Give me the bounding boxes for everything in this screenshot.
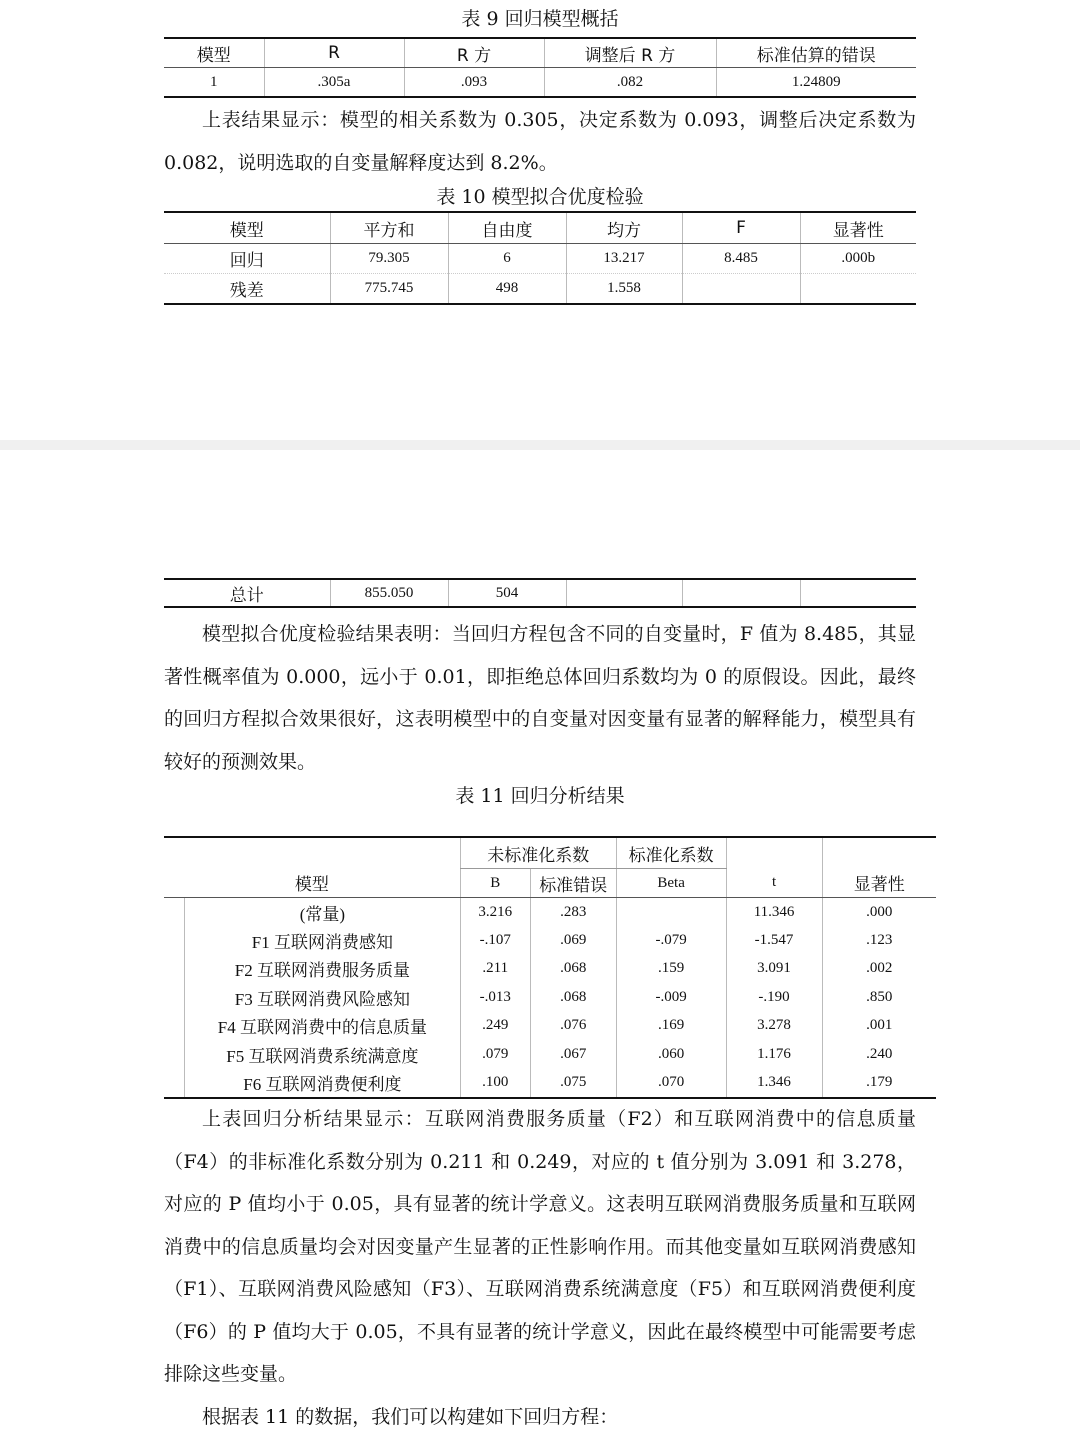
table-row: [164, 68, 916, 98]
table11-cell: [616, 898, 726, 927]
table11-cell: .169: [616, 1012, 726, 1040]
table11-cell: .069: [530, 926, 616, 954]
table11-row-label: F6 互联网消费便利度: [243, 1075, 402, 1095]
table11-cell: .283: [530, 898, 616, 927]
table11-row-label: F2 互联网消费服务质量: [234, 961, 410, 981]
table10-cell: [566, 579, 682, 607]
table11-row-label: F4 互联网消费中的信息质量: [217, 1018, 427, 1038]
table11-header-beta: Beta: [616, 869, 726, 898]
table10-cell: [682, 579, 800, 607]
table10-header-cell: 自由度: [448, 212, 566, 244]
table10-row-label: 残差: [229, 281, 264, 301]
table11-row-label: F1 互联网消费感知: [251, 933, 393, 953]
table-row: [164, 983, 936, 1011]
table10-cell: 1.558: [566, 274, 682, 305]
document-page-1: [0, 0, 1080, 440]
table10-caption: 表 10 模型拟合优度检验: [436, 186, 644, 208]
table11-group-unstandardized: 未标准化系数: [460, 837, 616, 869]
table9-header-cell: 调整后 R 方: [544, 38, 716, 68]
table11-header-b: B: [460, 869, 530, 898]
table9-cell: .093: [404, 68, 544, 98]
table11-row-label: (常量): [299, 904, 346, 924]
table11-cell: .123: [822, 926, 936, 954]
table-row: [164, 1012, 936, 1040]
table11-cell: 3.216: [460, 898, 530, 927]
table10-cell: [800, 579, 916, 607]
table10-continuation: [164, 578, 916, 608]
table11-cell: -1.547: [726, 926, 822, 954]
table10-cell: 855.050: [330, 579, 448, 607]
table11-row-label: F3 互联网消费风险感知: [234, 989, 410, 1009]
table10-cell: 504: [448, 579, 566, 607]
table11-cell: -.009: [616, 983, 726, 1011]
table9-header-row: [164, 38, 916, 68]
table11-cell: .002: [822, 955, 936, 983]
table10-header-cell: 模型: [164, 212, 330, 244]
table-row: [164, 955, 936, 983]
table11-cell: 3.278: [726, 1012, 822, 1040]
table9-header-cell: R 方: [404, 38, 544, 68]
paragraph-summary: 上表结果显示：模型的相关系数为 0.305，决定系数为 0.093，调整后决定系数为 0.082，说明选取的自变量解释度达到 8.2%。: [164, 109, 916, 174]
table10-cell: .000b: [800, 244, 916, 274]
table10-header-row: [164, 212, 916, 244]
table11-cell: .850: [822, 983, 936, 1011]
table10-header-cell: 显著性: [800, 212, 916, 244]
table9-header-cell: 模型: [164, 38, 264, 68]
table11-cell: .100: [460, 1068, 530, 1097]
table9-cell: .082: [544, 68, 716, 98]
table11-cell: 1.176: [726, 1040, 822, 1068]
table10-row-label: 总计: [229, 585, 264, 606]
table-row: [164, 1040, 936, 1068]
table11-cell: .067: [530, 1040, 616, 1068]
table11-group-standardized: 标准化系数: [616, 837, 726, 869]
table11-header-row-1: [164, 837, 936, 869]
table11-header-t: t: [726, 869, 822, 898]
table10-anova: [164, 211, 916, 305]
table11-cell: .159: [616, 955, 726, 983]
table11-regression-coefficients: [164, 836, 936, 1099]
table11-cell: -.013: [460, 983, 530, 1011]
table11-header-row-2: [164, 869, 936, 898]
table-row: [164, 244, 916, 274]
table10-row-label: 回归: [164, 244, 330, 274]
table11-cell: 1.346: [726, 1068, 822, 1097]
table11-cell: .060: [616, 1040, 726, 1068]
table9-cell: 1.24809: [716, 68, 916, 98]
table10-cell: 13.217: [566, 244, 682, 274]
table11-cell: .249: [460, 1012, 530, 1040]
table10-cell: 775.745: [330, 274, 448, 305]
table11-cell: .211: [460, 955, 530, 983]
table11-cell: .076: [530, 1012, 616, 1040]
table9-caption: 表 9 回归模型概括: [461, 8, 619, 30]
table11-cell: .001: [822, 1012, 936, 1040]
table11-cell: 11.346: [726, 898, 822, 927]
table11-cell: .068: [530, 983, 616, 1011]
table-row: [164, 926, 936, 954]
table11-row-label: F5 互联网消费系统满意度: [226, 1046, 419, 1066]
document-page-2: [0, 450, 1080, 1440]
table11-cell: .068: [530, 955, 616, 983]
table10-cell: 498: [448, 274, 566, 305]
table11-cell: .179: [822, 1068, 936, 1097]
table11-cell: 3.091: [726, 955, 822, 983]
table10-header-cell: F: [682, 212, 800, 244]
table10-cell: 6: [448, 244, 566, 274]
paragraph-fit-test: 模型拟合优度检验结果表明：当回归方程包含不同的自变量时，F 值为 8.485，其显著性概率值为 0.000，远小于 0.01，即拒绝总体回归系数均为 0 的原假设。因此，最终的回归方程拟合效果很好，这表明模型中的自变量对因变量有显著的解释能力，模型具有较好的预测效果。: [164, 623, 916, 773]
table10-cell: 8.485: [682, 244, 800, 274]
table11-cell: -.079: [616, 926, 726, 954]
table-row: [164, 898, 936, 927]
table11-caption: 表 11 回归分析结果: [455, 785, 625, 807]
table-row: [164, 1068, 936, 1097]
table10-cell: [682, 274, 800, 305]
table11-cell: .079: [460, 1040, 530, 1068]
table10-header-cell: 平方和: [330, 212, 448, 244]
table9-regression-summary: [164, 37, 916, 98]
table11-cell: .000: [822, 898, 936, 927]
table11-cell: .075: [530, 1068, 616, 1097]
table11-cell: .070: [616, 1068, 726, 1097]
table9-cell: .305a: [264, 68, 404, 98]
table10-cell: [800, 274, 916, 305]
table11-cell: -.107: [460, 926, 530, 954]
table11-header-sig: 显著性: [822, 869, 936, 898]
table-row: [164, 579, 916, 607]
paragraph-regression-analysis: 上表回归分析结果显示：互联网消费服务质量（F2）和互联网消费中的信息质量（F4）的非标准化系数分别为 0.211 和 0.249，对应的 t 值分别为 3.091 和 3.278，对应的 P 值均小于 0.05，具有显著的统计学意义。这表明互联网消费服务质量和互联网消费中的信息质量均会对因变量产生显著的正性影响作用。而其他变量如互联网消费感知（F1）、互联网消费风险感知（F3）、互联网消费系统满意度（F5）和互联网消费便利度（F6）的 P 值均大于 0.05，不具有显著的统计学意义，因此在最终模型中可能需要考虑排除这些变量。: [164, 1108, 916, 1385]
page-separator: [0, 440, 1080, 450]
table10-cell: 79.305: [330, 244, 448, 274]
table9-header-cell: 标准估算的错误: [716, 38, 916, 68]
table11-cell: .240: [822, 1040, 936, 1068]
table11-cell: -.190: [726, 983, 822, 1011]
paragraph-equation-intro: 根据表 11 的数据，我们可以构建如下回归方程：: [202, 1406, 619, 1428]
table9-header-cell: R: [264, 38, 404, 68]
table10-header-cell: 均方: [566, 212, 682, 244]
table-row: [164, 274, 916, 305]
table11-header-se: 标准错误: [530, 869, 616, 898]
table9-cell: 1: [210, 73, 218, 90]
table11-header-model: 模型: [164, 869, 460, 898]
